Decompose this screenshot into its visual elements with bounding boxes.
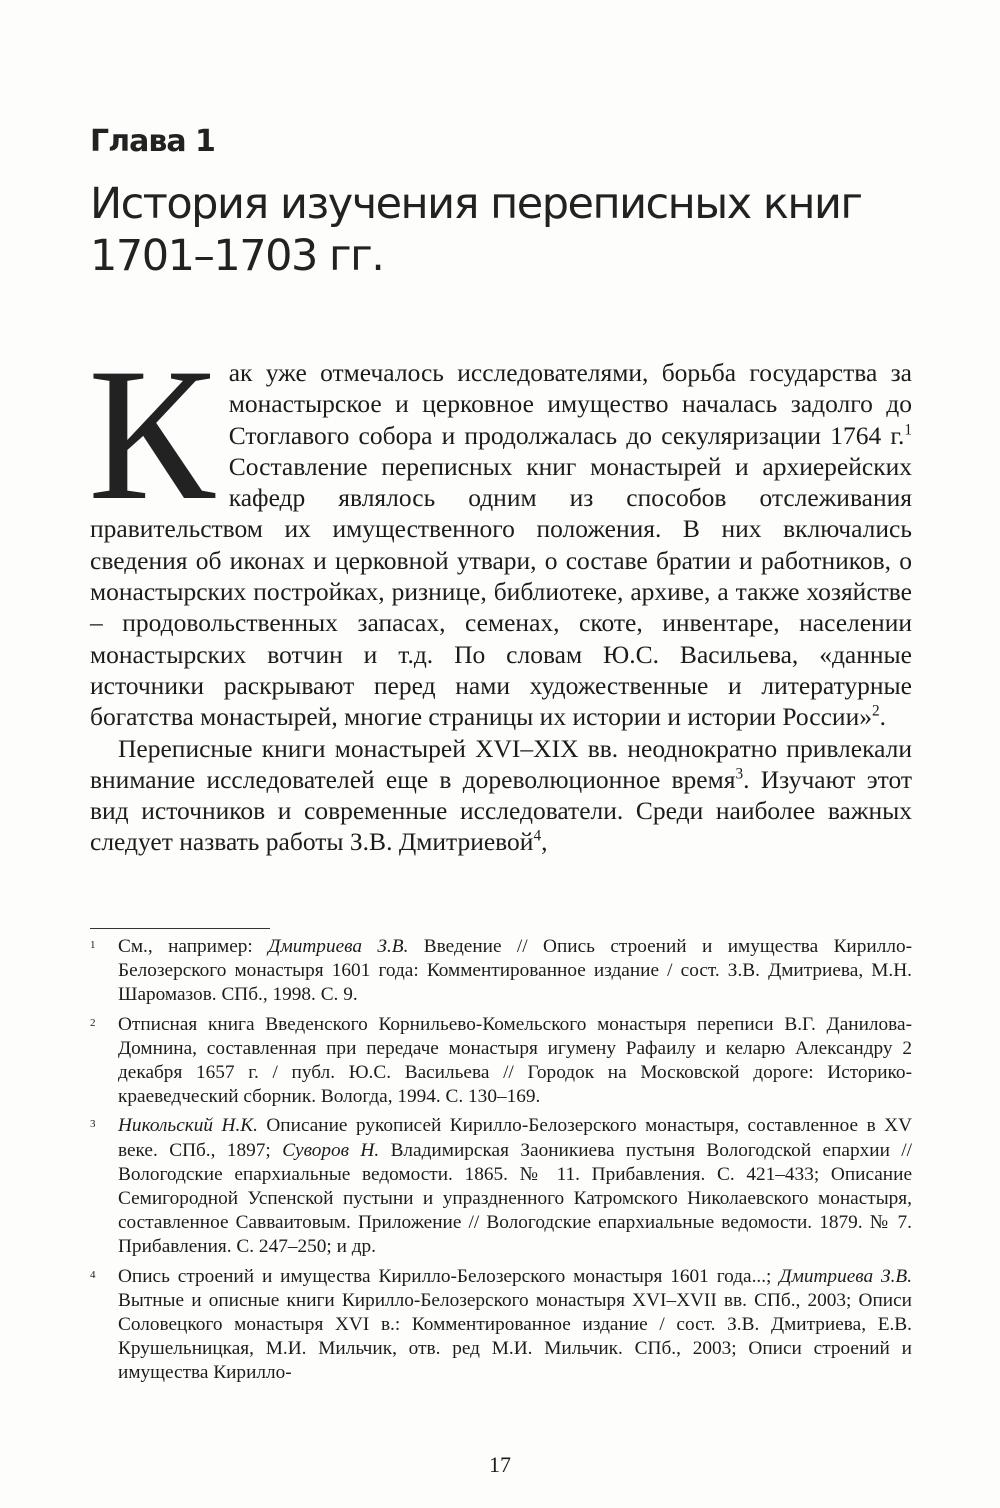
footnote-number: 2 (90, 1016, 96, 1029)
footnote-text: Описание рукописей Кирилло-Белозерского монастыря, составленное в XV веке. СПб., 1897; (118, 1115, 912, 1161)
paragraph-1 (88, 330, 912, 733)
paragraph-2 (90, 733, 912, 858)
footnote (90, 935, 912, 1008)
footnote-number: 3 (90, 1118, 96, 1131)
page-number: 17 (489, 1452, 511, 1477)
footnotes (90, 935, 912, 1391)
paragraph-1-text-c: . (879, 702, 887, 732)
footnote (90, 1114, 912, 1259)
footnote-text: Введение // Опись строений и имущества Кирилло-Белозерского монастыря 1601 года: Комментированное издание / сост. З.В. Дмитриева, М.Н. Шаромазов. СПб., 1998. С. 9. (118, 936, 913, 1006)
footnote-number: 1 (90, 939, 96, 951)
paragraph-1-text-b: Составление переписных книг монастырей и архиерейских кафедр являлось одним из способов отслеживания правительством их имущественного положения. В них включались сведения об иконах и церковной утвари, о составе братии и работников, о монастырских постройках, ризнице, библиотеке, архиве, а также хозяйстве – продовольственных запасах, семенах, скоте, инвентаре, населении монастырских вотчин и т.д. По словам Ю.С. Васильева, «данные источники раскрывают перед нами художественные и литературные богатства монастырей, многие страницы их истории и истории России» (90, 451, 912, 732)
paragraph-1-text-a: ак уже отмечалось исследователями, борьба государства за монастырское и церковное имущество началась задолго до Стоглавого собора и продолжалась до секуляризации 1764 г. (228, 358, 912, 450)
footnote-ref-4[interactable]: 4 (533, 827, 542, 845)
footnote (90, 1013, 912, 1110)
drop-cap: К (88, 330, 215, 540)
footnote-ref-3[interactable]: 3 (735, 765, 744, 783)
footnote-text: Владимирская Заоникиева пустыня Вологодской епархии // Вологодские епархиальные ведомости. 1865. № 11. Прибавления. С. 421–433; Описание Семигородной Успенской пустыни и упраздненного Катромского Николаевского монастыря, составленное Савваитовым. Приложение // Вологодские епархиальные ведомости. 1879. № 7. Прибавления. С. 247–250; и др. (118, 1139, 913, 1258)
footnote-ref-1[interactable]: 1 (904, 421, 912, 439)
paragraph-2-text-b: . Изучают этот вид источников и современные исследователи. Среди наиболее важных следует назвать работы З.В. Дмитриевой (90, 764, 912, 857)
chapter-title-line2: 1701–1703 гг. (90, 231, 384, 281)
footnote (90, 1265, 912, 1386)
footnote-author: Дмитриева З.В. (268, 936, 409, 957)
footnote-author: Никольский Н.К. (118, 1115, 258, 1137)
footnote-number: 4 (90, 1268, 96, 1281)
chapter-title-line1: История изучения переписных книг (90, 179, 862, 229)
paragraph-2-text-c: , (541, 827, 548, 857)
chapter-label: Глава 1 (90, 124, 215, 159)
footnote-ref-2[interactable]: 2 (871, 702, 880, 720)
chapter-title (90, 178, 950, 282)
body-text (88, 330, 912, 858)
footnote-author: Суворов Н. (282, 1139, 380, 1161)
footnote-author: Дмитриева З.В. (779, 1265, 913, 1287)
footnote-text: См., например: (118, 936, 269, 957)
footnote-text: Отписная книга Введенского Корнильево-Комельского монастыря переписи В.Г. Данилова-Домнина, составленная при передаче монастыря игумену Рафаилу и келарю Александру 2 декабря 1657 г. / публ. Ю.С. Васильева // Городок на Московской дороге: Историко-краеведческий сборник. Вологда, 1994. С. 130–169. (118, 1013, 912, 1108)
paragraph-2-text-a: Переписные книги монастырей XVI–XIX вв. неоднократно привлекали внимание исследователей еще в дореволюционное время (90, 733, 912, 794)
footnote-text: Вытные и описные книги Кирилло-Белозерского монастыря XVI–XVII вв. СПб., 2003; Описи Соловецкого монастыря XVI в.: Комментированное издание / сост. З.В. Дмитриева, Е.В. Крушельницкая, М.И. Мильчик, отв. ред М.И. Мильчик. СПб., 2003; Описи строений и имущества Кирилло- (118, 1289, 912, 1384)
footnote-text: Опись строений и имущества Кирилло-Белозерского монастыря 1601 года...; (118, 1265, 780, 1287)
footnote-separator (90, 928, 270, 929)
